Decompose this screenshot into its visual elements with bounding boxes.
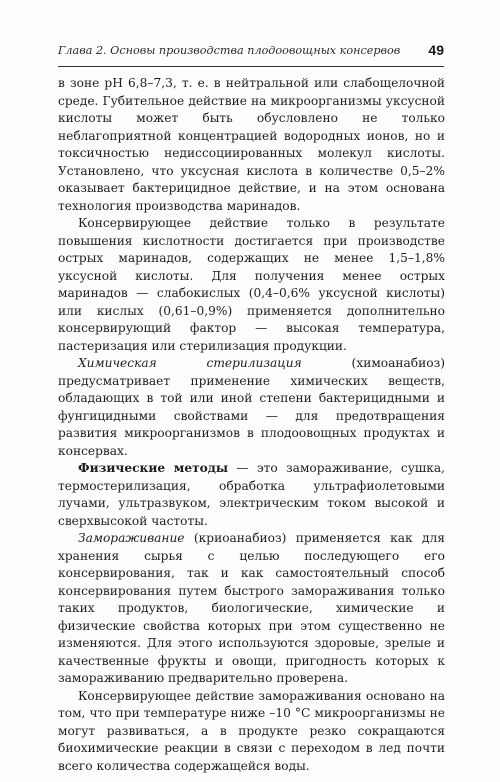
header-rule xyxy=(58,66,444,67)
paragraph-freezing xyxy=(58,530,445,688)
page-number: 49 xyxy=(428,42,444,58)
paragraph-text: — это замораживание, сушка, термостерилизация, обработка ультрафиолетовыми лучами, ультразвуком, электрическим током высокой и сверхвысокой частоты. xyxy=(58,461,445,528)
paragraph-text: (химоанабиоз) предусматривает применение химических веществ, обладающих в той или иной степени бактерицидными и фунгицидными свойствами — для предотвращения развития микроорганизмов в плодоовощных продуктах и консервах. xyxy=(58,356,445,458)
paragraph-text: Консервирующее действие только в результате повышения кислотности достигается при производстве острых маринадов, содержащих не менее 1,5–1,8% уксусной кислоты. Для получения менее острых маринадов — слабокислых (0,4–0,6% уксусной кислоты) или кислых (0,61–0,9%) применяется дополнительно консервирующий фактор — высокая температура, пастеризация или стерилизация продукции. xyxy=(58,216,445,353)
body-text xyxy=(58,75,445,775)
paragraph-text: Консервирующее действие замораживания основано на том, что при температуре ниже –10 °С микроорганизмы не могут развиваться, а в продукте резко сокращаются биохимические реакции в связи с переходом в лед почти всего количества содержащейся воды. xyxy=(58,688,445,773)
term-chemical-sterilization: Химическая стерилизация xyxy=(78,356,302,370)
running-title: Глава 2. Основы производства плодоовощных консервов xyxy=(58,44,401,57)
paragraph-text: в зоне рН 6,8–7,3, т. е. в нейтральной или слабощелочной среде. Губительное действие на микроорганизмы уксусной кислоты может быть обусловлено не только неблагоприятной концентрацией водородных ионов, но и токсичностью недиссоциированных молекул кислоты. Установлено, что уксусная кислота в количестве 0,5–2% оказывает бактерицидное действие, и на этом основана технология производства маринадов. xyxy=(58,76,445,213)
paragraph-chemical-sterilization xyxy=(58,355,445,460)
paragraph-freezing-action xyxy=(58,688,445,776)
paragraph-text: (криоанабиоз) применяется как для хранения сырья с целью последующего его консервирования, так и как самостоятельный способ консервирования путем быстрого замораживания только таких продуктов, биологические, химические и физические свойства которых при этом существенно не изменяются. Для этого используются здоровые, зрелые и качественные фрукты и овощи, пригодность которых к замораживанию предварительно проверена. xyxy=(58,531,445,685)
paragraph-physical-methods xyxy=(58,460,445,530)
term-freezing: Замораживание xyxy=(78,531,185,545)
paragraph-sharp-marinades xyxy=(58,215,445,355)
term-physical-methods: Физические методы xyxy=(78,461,229,475)
paragraph-ph-zone xyxy=(58,75,445,215)
